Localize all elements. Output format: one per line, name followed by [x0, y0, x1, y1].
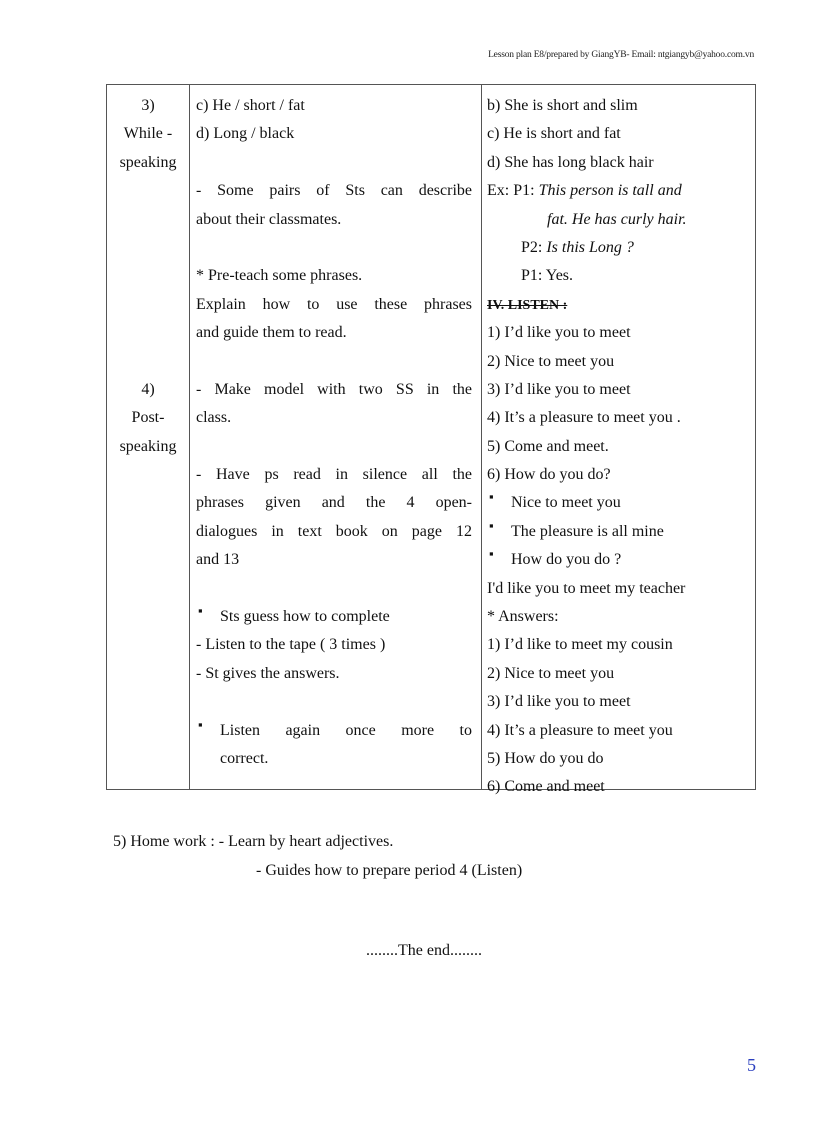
stage-3-number: 3) — [141, 97, 155, 114]
column-divider — [481, 85, 482, 789]
content-line: b) She is short and slim — [487, 97, 638, 114]
activity-line: - Make model with two SS in the — [196, 380, 472, 398]
answer-line: 2) Nice to meet you — [487, 664, 615, 682]
activity-line: * Pre-teach some phrases. — [196, 267, 363, 285]
activity-line: dialogues in text book on page 12 — [196, 522, 472, 540]
lesson-table — [106, 84, 756, 796]
answer-line: 5) How do you do — [487, 749, 604, 767]
bullet-icon: ▪ — [198, 603, 203, 619]
answers-heading: * Answers: — [487, 608, 559, 626]
bullet-icon: ▪ — [489, 517, 494, 533]
answer-line: 1) I’d like to meet my cousin — [487, 636, 673, 654]
content-line: 2) Nice to meet you — [487, 352, 615, 370]
stage-4-number: 4) — [141, 380, 155, 398]
content-line: c) He is short and fat — [487, 125, 621, 143]
stage-3-label: While - — [123, 125, 173, 143]
content-line: 3) I’d like you to meet — [487, 380, 631, 398]
activity-line: phrases given and the 4 open- — [196, 494, 472, 512]
activity-line: and 13 — [196, 551, 240, 569]
activity-line: class. — [196, 409, 232, 427]
page-header: Lesson plan E8/prepared by GiangYB- Email: ntgiangyb@yahoo.com.vn — [488, 50, 754, 60]
example-line: fat. He has curly hair. — [547, 210, 687, 228]
example-line: Ex: P1: This person is tall and — [487, 182, 682, 200]
content-line: 6) How do you do? — [487, 466, 611, 484]
stage-column — [107, 92, 189, 461]
bullet-item: ▪ Sts guess how to complete — [196, 603, 472, 631]
activity-line: d) Long / black — [196, 125, 295, 143]
bullet-item: ▪ How do you do ? — [487, 546, 755, 574]
activity-line: about their classmates. — [196, 210, 342, 228]
answer-line: 6) Come and meet — [487, 778, 605, 796]
section-heading: IV. LISTEN : — [487, 297, 568, 313]
bullet-icon: ▪ — [489, 546, 494, 562]
example-line: P2: Is this Long ? — [521, 238, 634, 256]
activity-line: and guide them to read. — [196, 324, 347, 342]
activity-line: Explain how to use these phrases — [196, 295, 472, 313]
activity-line: - Listen to the tape ( 3 times ) — [196, 636, 386, 654]
content-line: d) She has long black hair — [487, 153, 654, 171]
activity-line: c) He / short / fat — [196, 97, 305, 114]
content-line: I'd like you to meet my teacher — [487, 579, 686, 597]
homework-line: 5) Home work : - Learn by heart adjectives. — [113, 833, 394, 850]
content-column — [487, 92, 755, 802]
column-divider — [189, 85, 190, 789]
content-line: 5) Come and meet. — [487, 437, 609, 455]
stage-3-label: speaking — [119, 153, 177, 171]
activity-line: - St gives the answers. — [196, 664, 340, 682]
activity-line: correct. — [220, 749, 269, 767]
activity-column — [196, 92, 472, 773]
bullet-icon: ▪ — [489, 489, 494, 505]
example-line: P1: Yes. — [521, 267, 574, 285]
stage-4-label: speaking — [119, 437, 177, 455]
activity-line: - Some pairs of Sts can describe — [196, 182, 472, 200]
stage-4-label: Post- — [131, 409, 165, 427]
bullet-item: ▪ Listen again once more to — [196, 717, 472, 745]
bullet-item: ▪ The pleasure is all mine — [487, 518, 755, 546]
answer-line: 3) I’d like you to meet — [487, 693, 631, 711]
homework-line: - Guides how to prepare period 4 (Listen) — [256, 862, 523, 879]
bullet-icon: ▪ — [198, 716, 203, 732]
content-line: 4) It’s a pleasure to meet you . — [487, 409, 681, 427]
page-number: 5 — [747, 1055, 756, 1075]
activity-line: - Have ps read in silence all the — [196, 466, 472, 484]
end-text: ........The end........ — [366, 942, 482, 959]
answer-line: 4) It’s a pleasure to meet you — [487, 721, 673, 739]
bullet-item: ▪ Nice to meet you — [487, 489, 755, 517]
content-line: 1) I’d like you to meet — [487, 324, 631, 342]
